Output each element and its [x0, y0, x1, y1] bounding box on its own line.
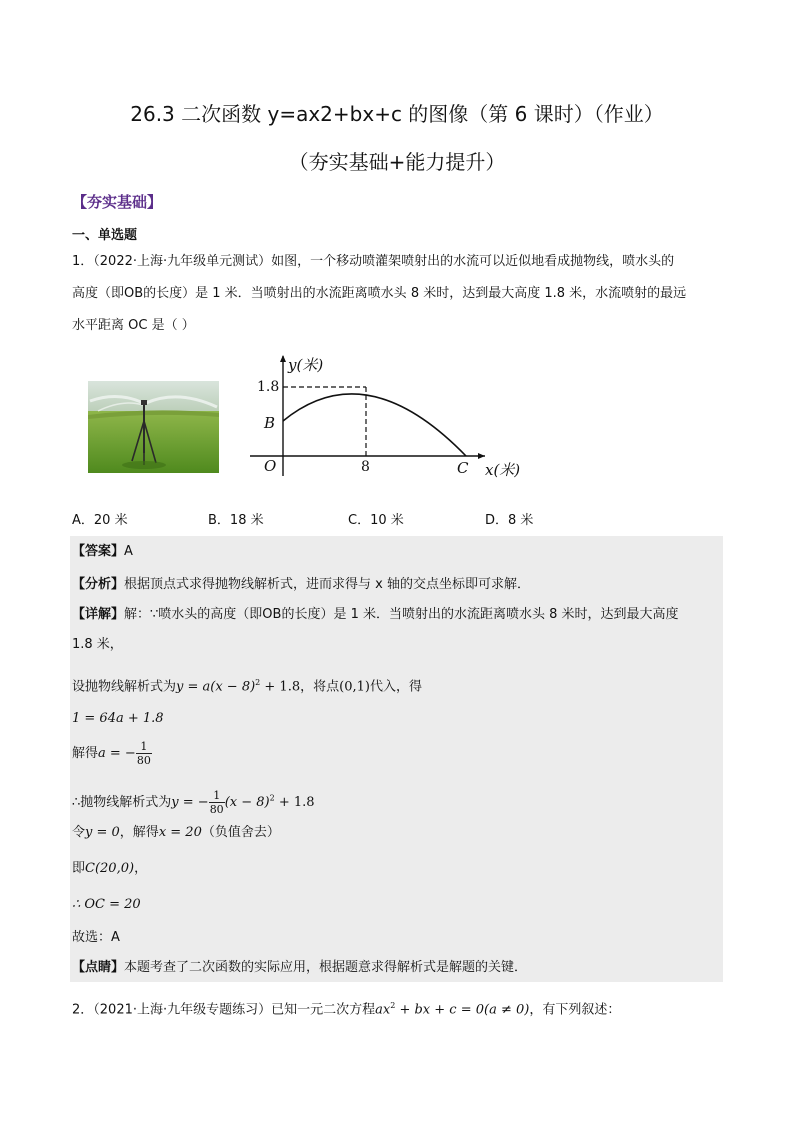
- analysis-text: 根据顶点式求得抛物线解析式，进而求得与 x 轴的交点坐标即可求解．: [124, 577, 530, 592]
- answer-tag: 【答案】: [72, 544, 125, 559]
- q2-condition: (a ≠ 0): [484, 1002, 530, 1018]
- step4-tail: + 1.8: [274, 795, 315, 810]
- origin-label: O: [264, 457, 277, 475]
- step5-y: y = 0: [85, 825, 120, 840]
- x-vertex-label: 8: [361, 459, 370, 475]
- step3-lhs: a = −: [98, 746, 136, 761]
- q1-line3: 水平距离 OC 是（ ）: [72, 318, 195, 333]
- step-substitute: 1 = 64a + 1.8: [72, 711, 164, 726]
- subsection-title: 一、单选题: [72, 228, 138, 243]
- step4-prefix: ∴抛物线解析式为: [72, 795, 172, 810]
- step5-mid: ，解得: [119, 825, 159, 840]
- choice-line: 故选：A: [72, 930, 120, 945]
- q2-line: 2．（2021·上海·九年级专题练习）已知一元二次方程$ax^2$ + bx + c = 0(a ≠ 0)，有下列叙述：: [72, 1001, 621, 1018]
- page-subtitle: （夯实基础+能力提升）: [288, 150, 506, 174]
- step-set-y: [72, 825, 280, 841]
- step1-mid: ，将点: [300, 679, 340, 695]
- step6-prefix: 即: [72, 861, 86, 876]
- fraction-den-2: 80: [209, 803, 224, 816]
- q2-prefix: 2．（2021·上海·九年级专题练习）已知一元二次方程: [72, 1002, 376, 1018]
- sprinkler-photo: [88, 381, 219, 473]
- option-a: A．20 米: [72, 513, 128, 528]
- analysis-tag: 【分析】: [72, 577, 125, 592]
- answer-line: [72, 544, 133, 560]
- step6-point: C(20,0): [85, 861, 135, 876]
- detail-tag: 【详解】: [72, 607, 125, 622]
- step-oc: ∴ OC = 20: [72, 897, 141, 912]
- fraction-num-2: 1: [209, 789, 225, 803]
- analysis-line: [72, 577, 530, 593]
- parabola-figure: [245, 352, 535, 482]
- point-c-label: C: [457, 459, 469, 477]
- step3-prefix: 解得: [72, 746, 99, 761]
- point-b-label: B: [264, 414, 276, 432]
- step1-prefix: 设抛物线解析式为: [72, 679, 177, 695]
- page-title: 26.3 二次函数 y=ax2+bx+c 的图像（第 6 课时）（作业）: [130, 102, 664, 126]
- step4-lhs: y = −: [171, 795, 209, 810]
- fraction-a: [136, 740, 152, 767]
- step-point-c: [72, 861, 147, 877]
- answer-value: A: [124, 544, 133, 559]
- fraction-den: 80: [136, 754, 151, 767]
- comment-tag: 【点睛】: [72, 960, 125, 975]
- comment-text: 本题考查了二次函数的实际应用，根据题意求得解析式是解题的关键．: [124, 960, 528, 975]
- solution-box: [70, 536, 723, 982]
- q2-equation-tail: + bx + c = 0: [395, 1002, 484, 1018]
- q2-equation: ax: [375, 1002, 391, 1018]
- step-solve-a: [72, 740, 152, 767]
- step1-point: (0,1): [339, 679, 370, 695]
- step5-post: （负值舍去）: [201, 825, 280, 840]
- q2-post: ，有下列叙述：: [529, 1002, 621, 1018]
- option-b: B．18 米: [208, 513, 264, 528]
- option-c: C．10 米: [348, 513, 404, 528]
- step1-equation: y = a(x − 8): [176, 679, 256, 695]
- option-d: D．8 米: [485, 513, 534, 528]
- x-axis-label: x(米): [485, 461, 521, 479]
- step1-tail: + 1.8: [260, 679, 301, 695]
- q1-line1: 1．（2022·上海·九年级单元测试）如图，一个移动喷灌架喷射出的水流可以近似地看成抛物线，喷水头的: [72, 254, 675, 269]
- detail-text: 解：∵喷水头的高度（即OB的长度）是 1 米．当喷射出的水流距离喷水头 8 米时，达到最大高度: [124, 607, 679, 622]
- y-max-label: 1.8: [257, 379, 280, 395]
- step6-post: ，: [134, 861, 148, 876]
- y-axis-label: y(米): [288, 356, 324, 374]
- detail-line1: [72, 607, 679, 623]
- detail-line2: 1.8 米，: [72, 637, 123, 652]
- step-set-formula: 设抛物线解析式为$y = a(x - 8)^2 + 1.8$，将点(0,1)代入，得: [72, 678, 422, 695]
- step5-x: x = 20: [158, 825, 202, 840]
- step4-rhs: (x − 8): [224, 795, 270, 810]
- step1-post: 代入，得: [369, 679, 422, 695]
- fraction-num: 1: [136, 740, 152, 754]
- step5-prefix: 令: [72, 825, 86, 840]
- section-header: 【夯实基础】: [72, 193, 163, 211]
- step-parabola: ∴抛物线解析式为y = − $\frac{1}{80}$ $(x - 8)^2 + 1.8$: [72, 789, 315, 816]
- fraction-coef: [209, 789, 225, 816]
- comment-line: [72, 960, 527, 976]
- q1-line2: 高度（即OB的长度）是 1 米．当喷射出的水流距离喷水头 8 米时，达到最大高度 1.8 米，水流喷射的最远: [72, 286, 687, 301]
